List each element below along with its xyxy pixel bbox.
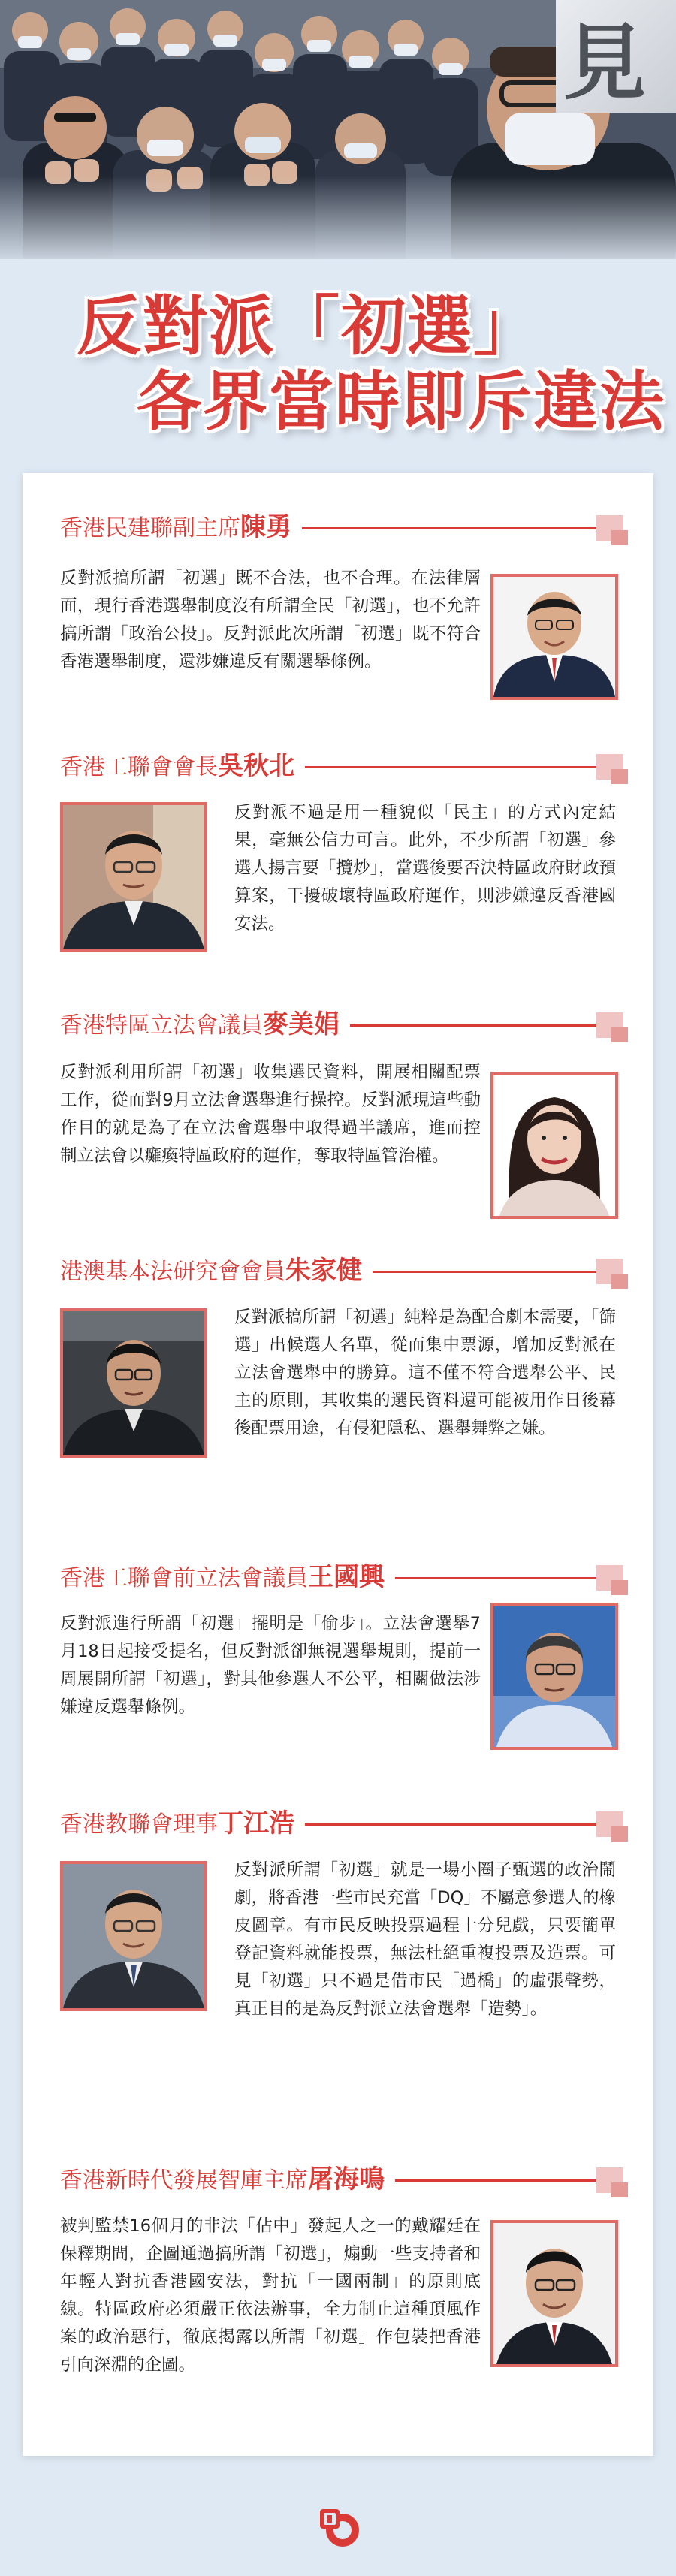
heading-decor-squares xyxy=(596,1565,623,1591)
heading-decor-squares xyxy=(596,2167,623,2193)
speaker-photo xyxy=(60,1861,207,2011)
speaker-name: 陳勇 xyxy=(240,512,291,542)
speaker-name: 王國興 xyxy=(308,1562,385,1592)
section-heading xyxy=(60,1254,623,1287)
portrait-image xyxy=(493,1606,615,1747)
speaker-photo xyxy=(490,1603,618,1750)
portrait-image xyxy=(493,577,615,697)
quote-text: 反對派搞所謂「初選」既不合法，也不合理。在法律層面，現行香港選舉制度沒有所謂全民「初選」，也不允許搞所謂「政治公投」。反對派此次所謂「初選」既不符合香港選舉制度，還涉嫌違反有關選舉條例。 xyxy=(60,569,481,671)
speaker-photo xyxy=(490,1072,618,1219)
publisher-logo-icon xyxy=(315,2505,362,2551)
quote-text: 反對派所謂「初選」就是一場小圈子甄選的政治鬧劇，將香港一些市民充當「DQ」不屬意參選人的橡皮圖章。有市民反映投票過程十分兒戲，只要簡單登記資料就能投票，無法杜絕重複投票及造票。可見「初選」只不過是借市民「過橋」的虛張聲勢，真正目的是為反對派立法會選舉「造勢」。 xyxy=(234,1860,616,2019)
portrait-image xyxy=(493,1075,615,1216)
speaker-name: 麥美娟 xyxy=(263,1009,340,1039)
speaker-name: 丁江浩 xyxy=(218,1808,294,1838)
speaker-name: 吳秋北 xyxy=(218,751,294,781)
portrait-image xyxy=(63,1864,204,2008)
section-heading xyxy=(60,750,623,783)
section-heading xyxy=(60,2163,623,2196)
section-heading xyxy=(60,1807,623,1840)
section-heading xyxy=(60,1561,623,1594)
heading-decor-squares xyxy=(596,1811,623,1837)
speaker-title: 港澳基本法研究會會員朱家健 xyxy=(60,1259,373,1285)
section-heading xyxy=(60,511,623,544)
heading-decor-squares xyxy=(596,515,623,541)
heading-decor-squares xyxy=(596,1012,623,1038)
content-card xyxy=(23,473,653,2456)
quote-text: 反對派進行所謂「初選」擺明是「偷步」。立法會選舉7月18日起接受提名，但反對派卻無視選舉規則，提前一周展開所謂「初選」，對其他參選人不公平，相關做法涉嫌違反選舉條例。 xyxy=(60,1614,481,1717)
speaker-title: 香港工聯會前立法會議員王國興 xyxy=(60,1565,395,1591)
headline-line-1: 反對派「初選」 xyxy=(77,289,539,364)
speaker-title: 香港特區立法會議員麥美娟 xyxy=(60,1012,350,1039)
speaker-photo xyxy=(60,802,207,952)
glass-panel-lettering: 見 xyxy=(563,15,646,111)
speaker-photo xyxy=(490,2220,618,2367)
heading-decor-squares xyxy=(596,1259,623,1284)
headline-line-2: 各界當時即斥違法 xyxy=(137,364,665,439)
speaker-name: 朱家健 xyxy=(285,1256,362,1286)
section-heading xyxy=(60,1008,623,1041)
quote-text: 反對派搞所謂「初選」純粹是為配合劇本需要，「篩選」出候選人名單，從而集中票源，增加反對派在立法會選舉中的勝算。這不僅不符合選舉公平、民主的原則，其收集的選民資料還可能被用作日後幕後配票用途，有侵犯隱私、選舉舞弊之嫌。 xyxy=(234,1308,616,1438)
speaker-title: 香港民建聯副主席陳勇 xyxy=(60,515,302,541)
quote-text: 反對派不過是用一種貌似「民主」的方式內定結果，毫無公信力可言。此外，不少所謂「初選」參選人揚言要「攬炒」，當選後要否決特區政府財政預算案，干擾破壞特區政府運作，則涉嫌違反香港國安法。 xyxy=(234,803,616,934)
quote-text: 被判監禁16個月的非法「佔中」發起人之一的戴耀廷在保釋期間，企圖通過搞所謂「初選」，煽動一些支持者和年輕人對抗香港國安法，對抗「一國兩制」的原則底線。特區政府必須嚴正依法辦事，全力制止這種頂風作案的政治惡行，徹底揭露以所謂「初選」作包裝把香港引向深淵的企圖。 xyxy=(60,2216,481,2375)
heading-decor-squares xyxy=(596,754,623,780)
speaker-title: 香港教聯會理事丁江浩 xyxy=(60,1811,305,1838)
portrait-image xyxy=(63,805,204,949)
speaker-photo xyxy=(60,1308,207,1458)
hero-photo xyxy=(0,0,676,259)
speaker-name: 屠海鳴 xyxy=(308,2164,385,2194)
portrait-image xyxy=(63,1311,204,1455)
speaker-title: 香港新時代發展智庫主席屠海鳴 xyxy=(60,2167,395,2194)
portrait-image xyxy=(493,2223,615,2364)
speaker-photo xyxy=(490,574,618,700)
quote-text: 反對派利用所謂「初選」收集選民資料，開展相關配票工作，從而對9月立法會選舉進行操控。反對派現這些動作目的就是為了在立法會選舉中取得過半議席，進而控制立法會以癱瘓特區政府的運作，奪取特區管治權。 xyxy=(60,1063,481,1166)
speaker-title: 香港工聯會會長吳秋北 xyxy=(60,754,305,780)
